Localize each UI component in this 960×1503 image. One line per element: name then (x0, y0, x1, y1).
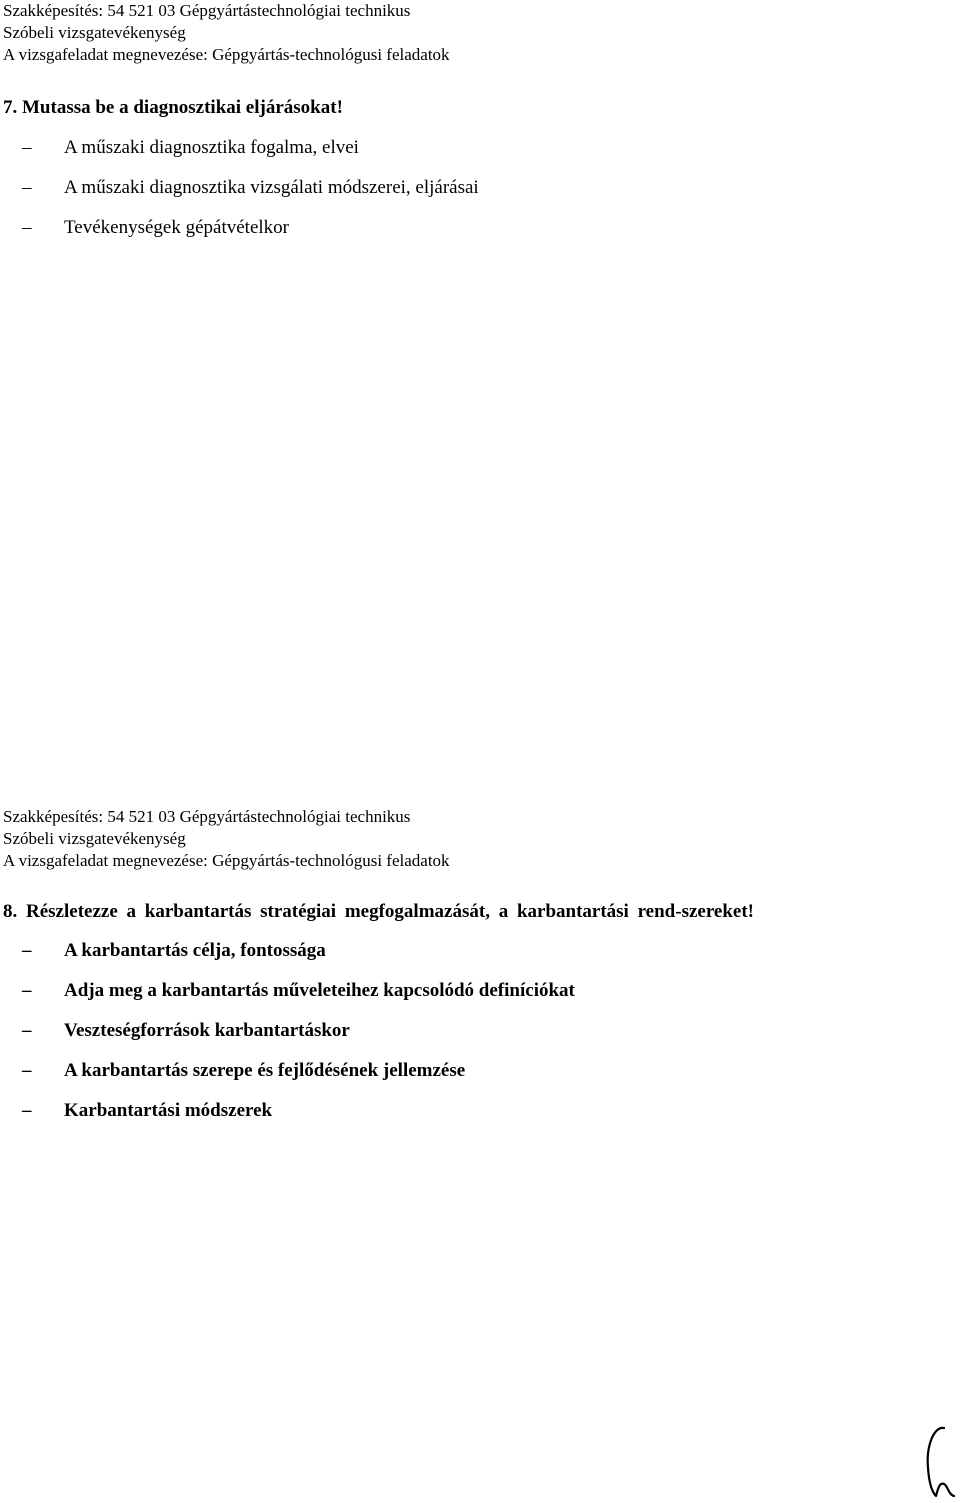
list-item-text: Tevékenységek gépátvételkor (64, 217, 289, 238)
dash-bullet: – (22, 980, 32, 1001)
list-item-text: Veszteségforrások karbantartáskor (64, 1020, 350, 1041)
dash-bullet: – (22, 1060, 32, 1081)
header-exam-activity: Szóbeli vizsgatevékenység (3, 829, 186, 848)
list-item (0, 1051, 960, 1091)
section-question-8 (0, 806, 960, 1131)
dash-bullet: – (22, 177, 32, 198)
list-item (0, 1011, 960, 1051)
question-title: 7. Mutassa be a diagnosztikai eljárásokat! (3, 97, 343, 118)
list-item-text: Adja meg a karbantartás műveleteihez kapcsolódó definíciókat (64, 980, 575, 1001)
bullet-list (0, 128, 960, 248)
dash-bullet: – (22, 1100, 32, 1121)
list-item-text: A karbantartás célja, fontossága (64, 940, 326, 961)
header-qualification: Szakképesítés: 54 521 03 Gépgyártástechnológiai technikus (3, 1, 411, 20)
list-item (0, 128, 960, 168)
section-question-7 (0, 0, 960, 248)
bullet-list (0, 931, 960, 1131)
list-item (0, 168, 960, 208)
header-task-name: A vizsgafeladat megnevezése: Gépgyártás-technológusi feladatok (3, 45, 450, 64)
list-item-text: A karbantartás szerepe és fejlődésének jellemzése (64, 1060, 466, 1081)
list-item (0, 931, 960, 971)
list-item-text: A műszaki diagnosztika fogalma, elvei (64, 137, 359, 158)
dash-bullet: – (22, 137, 32, 158)
list-item-text: Karbantartási módszerek (64, 1100, 273, 1121)
handwritten-signature (918, 1418, 958, 1500)
header-qualification: Szakképesítés: 54 521 03 Gépgyártástechnológiai technikus (3, 807, 411, 826)
list-item (0, 208, 960, 248)
header-exam-activity: Szóbeli vizsgatevékenység (3, 23, 186, 42)
dash-bullet: – (22, 1020, 32, 1041)
list-item-text: A műszaki diagnosztika vizsgálati módszerei, eljárásai (64, 177, 479, 198)
list-item (0, 1091, 960, 1131)
list-item (0, 971, 960, 1011)
dash-bullet: – (22, 940, 32, 961)
question-title: 8. Részletezze a karbantartás stratégiai megfogalmazását, a karbantartási rend-szereket! (3, 901, 755, 922)
header-task-name: A vizsgafeladat megnevezése: Gépgyártás-technológusi feladatok (3, 851, 450, 870)
dash-bullet: – (22, 217, 32, 238)
